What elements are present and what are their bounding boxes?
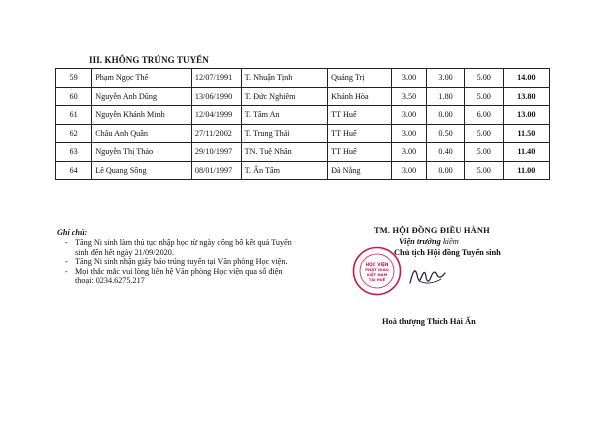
row-number: 63 xyxy=(56,143,92,162)
table-row xyxy=(56,124,550,143)
table-row xyxy=(56,161,550,180)
birth-date: 12/07/1991 xyxy=(191,69,241,88)
row-number: 62 xyxy=(56,124,92,143)
score-3: 5.00 xyxy=(464,87,503,106)
score-1: 3.00 xyxy=(391,143,427,162)
signature-block xyxy=(352,226,532,356)
score-3: 5.00 xyxy=(464,161,503,180)
svg-text:TẠI HUẾ: TẠI HUẾ xyxy=(368,278,386,282)
table-row xyxy=(56,143,550,162)
score-2: 1.80 xyxy=(427,87,464,106)
hometown: Khánh Hòa xyxy=(328,87,392,106)
note-item: - Tăng Ni sinh làm thủ tục nhập học từ ngày công bố kết quả Tuyển sinh đến hết ngày 21/09/2020. xyxy=(75,238,302,257)
total-score: 13.80 xyxy=(503,87,549,106)
student-name: Nguyễn Khánh Minh xyxy=(92,106,192,125)
score-3: 5.00 xyxy=(464,143,503,162)
official-seal-icon xyxy=(352,246,402,296)
teacher-name: T. Tâm An xyxy=(241,106,327,125)
teacher-name: T. Ấn Tâm xyxy=(241,161,327,180)
birth-date: 29/10/1997 xyxy=(191,143,241,162)
total-score: 11.40 xyxy=(503,143,549,162)
table-row xyxy=(56,69,550,88)
hometown: TT Huế xyxy=(328,143,392,162)
score-1: 3.00 xyxy=(391,161,427,180)
birth-date: 12/04/1999 xyxy=(191,106,241,125)
row-number: 64 xyxy=(56,161,92,180)
hometown: TT Huế xyxy=(328,124,392,143)
svg-text:VIỆT NAM: VIỆT NAM xyxy=(366,272,388,277)
total-score: 13.00 xyxy=(503,106,549,125)
score-1: 3.00 xyxy=(391,69,427,88)
score-3: 5.00 xyxy=(464,124,503,143)
note-item: - Mọi thắc mắc vui lòng liên hệ Văn phòng Học viện qua số điện thoại: 0234.6275.217 xyxy=(75,267,302,286)
notes-list xyxy=(57,238,302,285)
svg-text:PHẬT GIÁO: PHẬT GIÁO xyxy=(365,267,389,272)
teacher-name: T. Đức Nghiêm xyxy=(241,87,327,106)
signer-name: Hoà thượng Thích Hải Ấn xyxy=(382,317,476,326)
birth-date: 08/01/1997 xyxy=(191,161,241,180)
total-score: 14.00 xyxy=(503,69,549,88)
birth-date: 13/06/1990 xyxy=(191,87,241,106)
birth-date: 27/11/2002 xyxy=(191,124,241,143)
score-2: 0.40 xyxy=(427,143,464,162)
handwritten-signature-icon xyxy=(407,261,447,291)
score-2: 3.00 xyxy=(427,69,464,88)
student-name: Châu Anh Quân xyxy=(92,124,192,143)
svg-text:HỌC VIỆN: HỌC VIỆN xyxy=(365,262,389,267)
notes-title: Ghi chú: xyxy=(57,228,88,237)
table-row xyxy=(56,106,550,125)
hometown: Quảng Trị xyxy=(328,69,392,88)
teacher-name: TN. Tuệ Nhân xyxy=(241,143,327,162)
results-table xyxy=(55,68,550,180)
teacher-name: T. Trung Thái xyxy=(241,124,327,143)
score-3: 6.00 xyxy=(464,106,503,125)
hometown: Đà Nẵng xyxy=(328,161,392,180)
score-2: 0.50 xyxy=(427,124,464,143)
signature-role: Viện trưởng xyxy=(399,237,441,246)
signature-role-line1 xyxy=(399,237,459,246)
hometown: TT Huế xyxy=(328,106,392,125)
score-1: 3.50 xyxy=(391,87,427,106)
score-2: 0.00 xyxy=(427,106,464,125)
signature-org: TM. HỘI ĐỒNG ĐIỀU HÀNH xyxy=(374,226,490,235)
signature-role-line2: Chủ tịch Hội đồng Tuyển sinh xyxy=(394,248,501,257)
section-title: III. KHÔNG TRÚNG TUYỂN xyxy=(89,55,209,65)
row-number: 60 xyxy=(56,87,92,106)
notes xyxy=(57,228,302,285)
score-1: 3.00 xyxy=(391,124,427,143)
student-name: Lê Quang Sông xyxy=(92,161,192,180)
results-table-body xyxy=(56,69,550,180)
score-2: 0.00 xyxy=(427,161,464,180)
row-number: 59 xyxy=(56,69,92,88)
student-name: Nguyễn Thị Thảo xyxy=(92,143,192,162)
total-score: 11.50 xyxy=(503,124,549,143)
teacher-name: T. Nhuận Tịnh xyxy=(241,69,327,88)
student-name: Phạm Ngọc Thể xyxy=(92,69,192,88)
table-row xyxy=(56,87,550,106)
score-1: 3.00 xyxy=(391,106,427,125)
student-name: Nguyễn Anh Dũng xyxy=(92,87,192,106)
row-number: 61 xyxy=(56,106,92,125)
note-item: - Tăng Ni sinh nhận giấy báo trúng tuyển tại Văn phòng Học viện. xyxy=(75,257,302,266)
score-3: 5.00 xyxy=(464,69,503,88)
total-score: 11.00 xyxy=(503,161,549,180)
signature-role-suffix: kiêm xyxy=(442,237,459,246)
